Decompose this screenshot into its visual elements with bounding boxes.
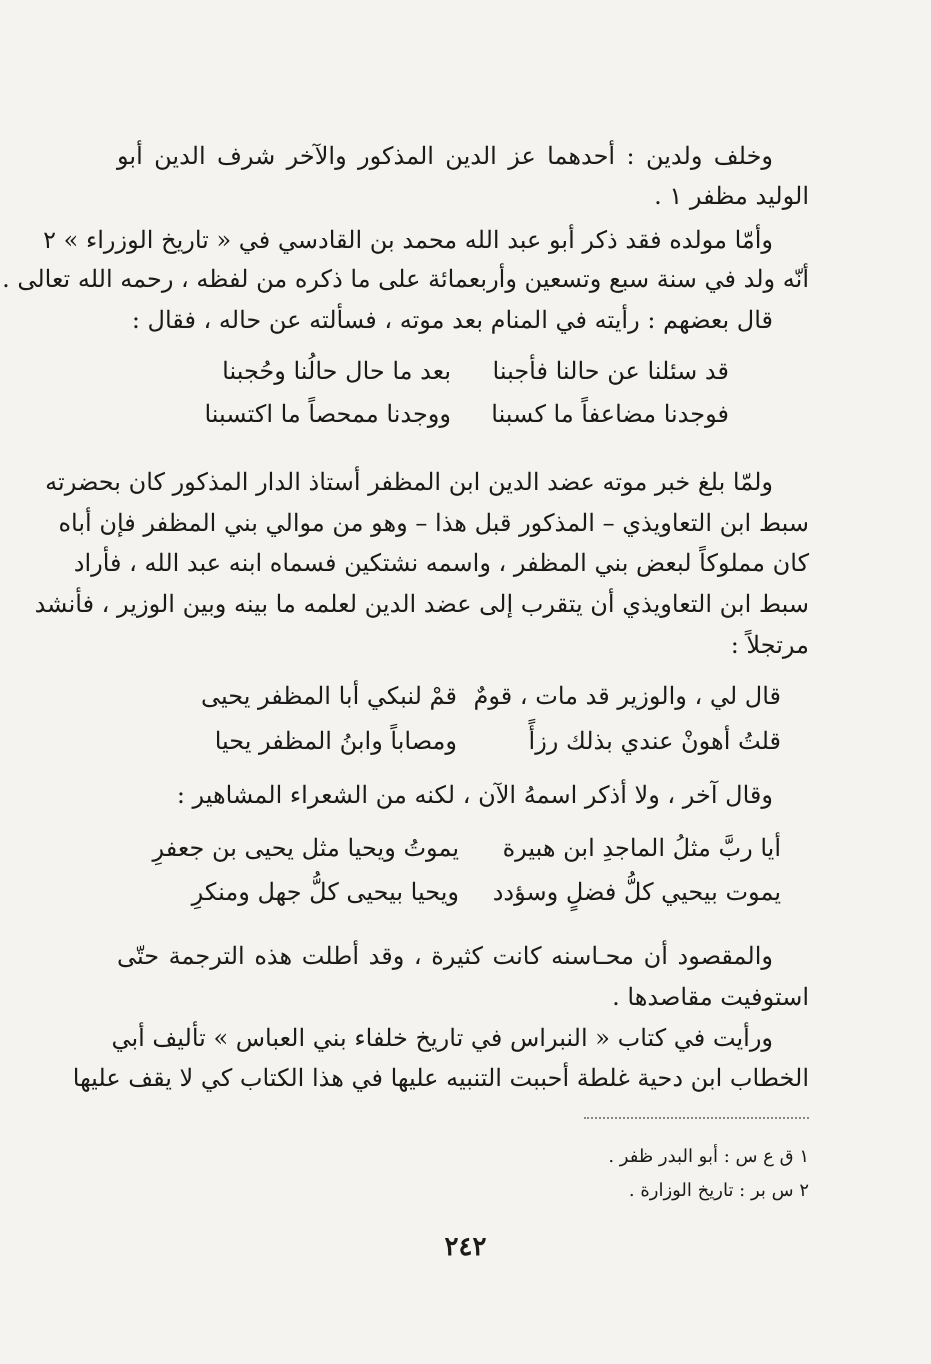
text-line: والمقصود أن محـاسنه كانت كثيرة ، وقد أطلت هذه الترجمة حتّى: [117, 942, 773, 970]
verse-first-hemistich: فوجدنا مضاعفاً ما كسبنا: [491, 400, 729, 428]
verse-second-hemistich: يموتُ ويحيا مثل يحيى بن جعفرِ: [152, 834, 459, 862]
text-line: الخطاب ابن دحية غلطة أحببت التنبيه عليها في هذا الكتاب كي لا يقف عليها: [72, 1064, 809, 1092]
text-line: ورأيت في كتاب « النبراس في تاريخ خلفاء بني العباس » تأليف أبي: [111, 1024, 773, 1052]
verse-first-hemistich: قد سئلنا عن حالنا فأجبنا: [492, 357, 729, 385]
verse-second-hemistich: ويحيا بيحيى كلُّ جهل ومنكرِ: [191, 878, 459, 906]
text-line: أنّه ولد في سنة سبع وتسعين وأربعمائة على ما ذكره من لفظه ، رحمه الله تعالى .: [2, 265, 809, 293]
footnote: ٢ س بر : تاريخ الوزارة .: [628, 1180, 809, 1201]
text-line: سبط ابن التعاويذي – المذكور قبل هذا – وهو من موالي بني المظفر فإن أباه: [58, 509, 809, 537]
text-line: ولمّا بلغ خبر موته عضد الدين ابن المظفر أستاذ الدار المذكور كان بحضرته: [45, 468, 773, 496]
verse-first-hemistich: يموت بيحيي كلُّ فضلٍ وسؤدد: [492, 878, 781, 906]
verse-second-hemistich: ووجدنا ممحصاً ما اكتسبنا: [204, 400, 451, 428]
footnote-separator: [584, 1117, 809, 1119]
verse-first-hemistich: قلتُ أهونْ عندي بذلك رزأً: [528, 727, 781, 755]
text-line: مرتجلاً :: [730, 631, 809, 659]
text-line: قال بعضهم : رأيته في المنام بعد موته ، فسألته عن حاله ، فقال :: [131, 306, 773, 334]
text-line: وخلف ولدين : أحدهما عز الدين المذكور والآخر شرف الدين أبو: [117, 142, 773, 170]
text-line: وقال آخر ، ولا أذكر اسمهُ الآن ، لكنه من الشعراء المشاهير :: [176, 781, 773, 809]
verse-first-hemistich: قال لي ، والوزير قد مات ، قومٌ: [473, 682, 781, 710]
footnote: ١ ق ع س : أبو البدر ظفر .: [608, 1146, 809, 1167]
verse-first-hemistich: أيا ربَّ مثلُ الماجدِ ابن هبيرة: [502, 834, 781, 862]
text-line: الوليد مظفر ١ .: [654, 182, 809, 210]
text-line: استوفيت مقاصدها .: [612, 983, 809, 1011]
verse-second-hemistich: قمْ لنبكي أبا المظفر يحيى: [200, 682, 457, 710]
page-number: ٢٤٢: [444, 1232, 487, 1262]
verse-second-hemistich: بعد ما حال حالُنا وحُجبنا: [222, 357, 451, 385]
text-line: سبط ابن التعاويذي أن يتقرب إلى عضد الدين لعلمه ما بينه وبين الوزير ، فأنشد: [34, 590, 809, 618]
verse-second-hemistich: ومصاباً وابنُ المظفر يحيا: [214, 727, 457, 755]
text-line: وأمّا مولده فقد ذكر أبو عبد الله محمد بن القادسي في « تاريخ الوزراء » ٢: [43, 226, 773, 254]
text-line: كان مملوكاً لبعض بني المظفر ، واسمه نشتكين فسماه ابنه عبد الله ، فأراد: [73, 549, 809, 577]
